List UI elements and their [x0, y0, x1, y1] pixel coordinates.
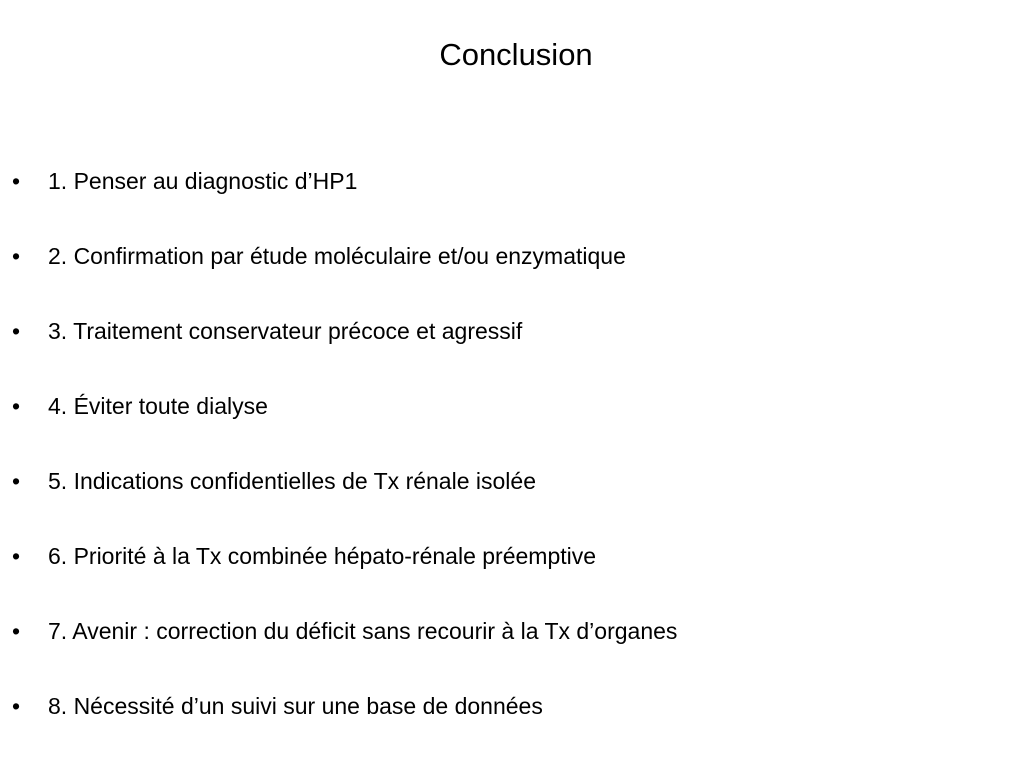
- list-item-text: 5. Indications confidentielles de Tx rénale isolée: [48, 468, 536, 494]
- list-item-text: 4. Éviter toute dialyse: [48, 393, 268, 419]
- bullet-icon: •: [12, 618, 21, 644]
- list-item-text: 8. Nécessité d’un suivi sur une base de données: [48, 693, 543, 719]
- bullet-icon: •: [12, 243, 21, 269]
- list-item-text: 2. Confirmation par étude moléculaire et/ou enzymatique: [48, 243, 626, 269]
- slide-title: Conclusion: [439, 37, 593, 72]
- list-item-text: 1. Penser au diagnostic d’HP1: [48, 168, 358, 194]
- list-item: [0, 465, 1000, 497]
- bullet-icon: •: [12, 393, 21, 419]
- list-item: [0, 390, 1000, 422]
- list-item: [0, 615, 1000, 647]
- list-item: [0, 165, 1000, 197]
- bullet-icon: •: [12, 468, 21, 494]
- list-item-text: 6. Priorité à la Tx combinée hépato-rénale préemptive: [48, 543, 597, 569]
- bullet-icon: •: [12, 543, 21, 569]
- list-item: [0, 540, 1000, 572]
- list-item: [0, 240, 1000, 272]
- list-item: [0, 690, 1000, 722]
- list-item: [0, 315, 1000, 347]
- list-item-text: 7. Avenir : correction du déficit sans recourir à la Tx d’organes: [48, 618, 678, 644]
- list-item-text: 3. Traitement conservateur précoce et agressif: [48, 318, 523, 344]
- bullet-icon: •: [12, 693, 21, 719]
- bullet-icon: •: [12, 318, 21, 344]
- bullet-icon: •: [12, 168, 21, 194]
